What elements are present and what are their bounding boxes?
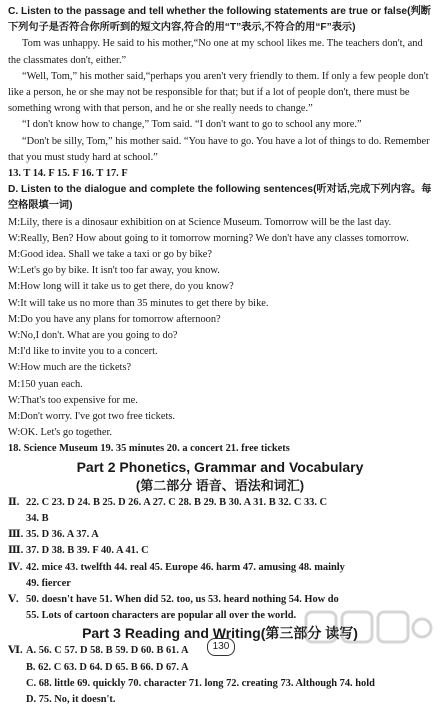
answer-row-text: A. 56. C 57. D 58. B 59. D 60. B 61. A: [26, 645, 189, 657]
answer-row-text: C. 68. little 69. quickly 70. character 71. long 72. creating 73. Although 74. hold: [26, 677, 375, 689]
dialogue-line: M:150 yuan each.: [8, 378, 83, 390]
dialogue-line: M:I'd like to invite you to a concert.: [8, 346, 158, 358]
dialogue: [8, 215, 432, 442]
dialogue-line: W:Really, Ben? How about going to it tomorrow morning? We don't have any classes tomorrow.: [8, 232, 409, 244]
answer-row-label: Ⅲ.: [8, 545, 24, 557]
answer-row-label: [8, 676, 26, 692]
section-d-answers: 18. Science Museum 19. 35 minutes 20. a concert 21. free tickets: [8, 443, 290, 455]
answer-row-label: [8, 511, 26, 527]
answer-row-text: 50. doesn't have 51. When did 52. too, us 53. heard nothing 54. How do: [26, 593, 339, 605]
answer-page: [8, 4, 432, 708]
answer-row-text: 49. fiercer: [26, 577, 71, 589]
answer-row-label: [8, 576, 26, 592]
part2-subtitle: (第二部分 语音、语法和词汇): [135, 477, 305, 493]
section-c-paragraph-1: Tom was unhappy. He said to his mother,“No one at my school likes me. The teachers don't, and the classmates don't, either.”: [8, 38, 423, 66]
answer-row-text: D. 75. No, it doesn't.: [26, 693, 116, 705]
answer-row-label: Ⅱ.: [8, 496, 20, 508]
dialogue-line: M:Lily, there is a dinosaur exhibition on at Science Museum. Tomorrow will be the last day.: [8, 216, 392, 228]
answer-row-label: Ⅲ.: [8, 529, 24, 541]
dialogue-line: W:No,I don't. What are you going to do?: [8, 330, 178, 342]
section-d-heading: D. Listen to the dialogue and complete the following sentences(听对话,完成下列内容。每空格限填一词): [8, 184, 432, 212]
answer-row-label: [8, 608, 26, 624]
answer-row: [8, 592, 432, 608]
answer-row: [8, 660, 432, 676]
watermark-logo-icon: [304, 608, 434, 652]
answer-row: [8, 511, 432, 527]
answer-row-text: 35. D 36. A 37. A: [26, 529, 99, 541]
answer-row-label: Ⅳ.: [8, 561, 23, 573]
section-c-paragraph-2: “Well, Tom,” his mother said,“perhaps you aren't very friendly to them. If only a few people don't like a person, he or she may not be responsible for that; but if a lot of people don't, there must be something wrong with that person, and he or she really needs to change.”: [8, 70, 429, 115]
answer-row-text: 42. mice 43. twelfth 44. real 45. Europe 46. harm 47. amusing 48. mainly: [26, 561, 345, 573]
answer-row: [8, 576, 432, 592]
section-c-paragraph-4: “Don't be silly, Tom,” his mother said. “You have to go. You have a lot of things to do. Remember that you must study hard at school.”: [8, 135, 430, 163]
answer-row-label: [8, 692, 26, 708]
answer-row-text: 22. C 23. D 24. B 25. D 26. A 27. C 28. B 29. B 30. A 31. B 32. C 33. C: [26, 496, 328, 508]
dialogue-line: M:How long will it take us to get there, do you know?: [8, 281, 234, 293]
section-c-answers: 13. T 14. F 15. F 16. T 17. F: [8, 168, 128, 180]
dialogue-line: W:It will take us no more than 35 minutes to get there by bike.: [8, 297, 269, 309]
answer-row: [8, 560, 432, 576]
answer-row: [8, 543, 432, 559]
part2-title: Part 2 Phonetics, Grammar and Vocabulary: [76, 458, 364, 475]
answer-row-label: Ⅴ.: [8, 593, 19, 605]
answer-row-label: [8, 660, 26, 676]
part3-title: Part 3 Reading and Writing(第三部分 读写): [82, 625, 358, 642]
dialogue-line: M:Good idea. Shall we take a taxi or go by bike?: [8, 249, 213, 261]
answer-row: [8, 692, 432, 708]
answer-row: [8, 676, 432, 692]
part2-answers: [8, 495, 432, 625]
answer-row: [8, 495, 432, 511]
answer-row-text: B. 62. C 63. D 64. D 65. B 66. D 67. A: [26, 661, 189, 673]
dialogue-line: W:That's too expensive for me.: [8, 394, 138, 406]
answer-row-label: Ⅵ.: [8, 645, 23, 657]
dialogue-line: M:Do you have any plans for tomorrow afternoon?: [8, 313, 221, 325]
section-c-paragraph-3: “I don't know how to change,” Tom said. “I don't want to go to school any more.”: [22, 119, 362, 131]
answer-row: [8, 527, 432, 543]
answer-row-text: 34. B: [26, 512, 49, 524]
page-number: 130: [207, 638, 235, 656]
section-c-heading: C. Listen to the passage and tell whether the following statements are true or false(判断下列句子是否符合你所听到的短文内容,符合的用“T”表示,不符合的用“F”表示): [8, 6, 431, 34]
dialogue-line: M:Don't worry. I've got two free tickets.: [8, 411, 175, 423]
dialogue-line: W:Let's go by bike. It isn't too far away, you know.: [8, 265, 220, 277]
dialogue-line: W:OK. Let's go together.: [8, 427, 112, 439]
dialogue-line: W:How much are the tickets?: [8, 362, 132, 374]
answer-row-text: 55. Lots of cartoon characters are popular all over the world.: [26, 610, 297, 622]
answer-row-text: 37. D 38. B 39. F 40. A 41. C: [26, 545, 149, 557]
